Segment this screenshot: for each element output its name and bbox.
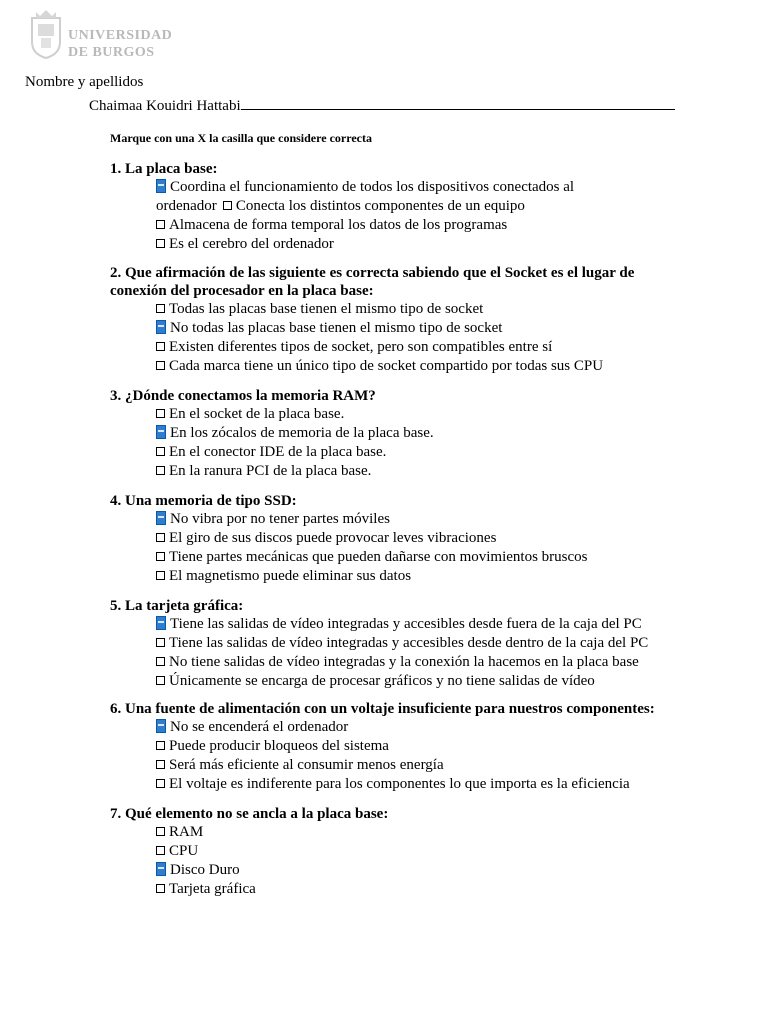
- university-crest-icon: [28, 8, 64, 60]
- option-2-2[interactable]: [156, 319, 690, 338]
- instructions: Marque con una X la casilla que considere correcta: [110, 131, 372, 145]
- question-title: 3. ¿Dónde conectamos la memoria RAM?: [110, 388, 376, 404]
- checkbox-checked[interactable]: [156, 719, 166, 733]
- option-text: Tarjeta gráfica: [169, 881, 256, 897]
- question-title: 6. Una fuente de alimentación con un voltaje insuficiente para nuestros componentes:: [110, 701, 655, 717]
- option-3-1[interactable]: [156, 405, 690, 424]
- option-text: En la ranura PCI de la placa base.: [169, 463, 372, 479]
- option-1-2[interactable]: [156, 197, 690, 216]
- question-title: conexión del procesador en la placa base:: [110, 283, 374, 299]
- option-7-4[interactable]: [156, 880, 690, 899]
- option-2-3[interactable]: [156, 338, 690, 357]
- checkbox[interactable]: [156, 884, 165, 893]
- option-4-2[interactable]: [156, 529, 690, 548]
- option-text: Será más eficiente al consumir menos energía: [169, 757, 444, 773]
- checkbox-checked[interactable]: [156, 425, 166, 439]
- option-5-4[interactable]: [156, 672, 690, 691]
- option-text: El giro de sus discos puede provocar leves vibraciones: [169, 530, 497, 546]
- option-text: CPU: [169, 843, 199, 859]
- checkbox[interactable]: [156, 466, 165, 475]
- checkbox[interactable]: [156, 638, 165, 647]
- option-text: Tiene las salidas de vídeo integradas y accesibles desde fuera de la caja del PC: [170, 616, 642, 632]
- option-text: Tiene partes mecánicas que pueden dañarse con movimientos bruscos: [169, 549, 588, 565]
- option-text: Existen diferentes tipos de socket, pero son compatibles entre sí: [169, 339, 553, 355]
- option-text: Es el cerebro del ordenador: [169, 236, 334, 252]
- option-text: RAM: [169, 824, 204, 840]
- name-label: Nombre y apellidos: [25, 74, 144, 90]
- option-7-2[interactable]: [156, 842, 690, 861]
- option-7-1[interactable]: [156, 823, 690, 842]
- option-text: No se encenderá el ordenador: [170, 719, 349, 735]
- checkbox[interactable]: [156, 304, 165, 313]
- option-1-3[interactable]: [156, 216, 690, 235]
- question-7: [110, 805, 690, 899]
- option-text: En el socket de la placa base.: [169, 406, 345, 422]
- option-1-1[interactable]: [156, 178, 690, 197]
- checkbox[interactable]: [156, 533, 165, 542]
- option-5-1[interactable]: [156, 615, 690, 634]
- option-text: Tiene las salidas de vídeo integradas y accesibles desde dentro de la caja del PC: [169, 635, 649, 651]
- option-text: En el conector IDE de la placa base.: [169, 444, 387, 460]
- option-6-3[interactable]: [156, 756, 690, 775]
- question-title: 5. La tarjeta gráfica:: [110, 598, 244, 614]
- question-6: [110, 700, 690, 794]
- checkbox[interactable]: [156, 447, 165, 456]
- option-text: Todas las placas base tienen el mismo tipo de socket: [169, 301, 484, 317]
- question-title: 1. La placa base:: [110, 161, 218, 177]
- option-4-1[interactable]: [156, 510, 690, 529]
- checkbox[interactable]: [156, 760, 165, 769]
- checkbox[interactable]: [156, 846, 165, 855]
- checkbox[interactable]: [156, 552, 165, 561]
- option-text: Cada marca tiene un único tipo de socket compartido por todas sus CPU: [169, 358, 604, 374]
- checkbox[interactable]: [156, 239, 165, 248]
- option-4-3[interactable]: [156, 548, 690, 567]
- option-text: Coordina el funcionamiento de todos los dispositivos conectados al: [170, 179, 575, 195]
- option-text: El voltaje es indiferente para los componentes lo que importa es la eficiencia: [169, 776, 630, 792]
- option-text: Conecta los distintos componentes de un equipo: [235, 198, 525, 214]
- logo-line-1: UNIVERSIDAD: [68, 28, 173, 43]
- question-title: 4. Una memoria de tipo SSD:: [110, 493, 297, 509]
- option-3-4[interactable]: [156, 462, 690, 481]
- checkbox[interactable]: [156, 220, 165, 229]
- name-field[interactable]: [89, 96, 675, 115]
- checkbox-checked[interactable]: [156, 320, 166, 334]
- question-title: 2. Que afirmación de las siguiente es correcta sabiendo que el Socket es el lugar de: [110, 265, 635, 281]
- name-underline: [241, 96, 675, 110]
- option-2-1[interactable]: [156, 300, 690, 319]
- checkbox[interactable]: [156, 676, 165, 685]
- question-4: [110, 492, 690, 586]
- question-title: 7. Qué elemento no se ancla a la placa base:: [110, 806, 389, 822]
- logo-line-2: DE BURGOS: [68, 45, 155, 60]
- checkbox-checked[interactable]: [156, 862, 166, 876]
- checkbox[interactable]: [156, 342, 165, 351]
- checkbox[interactable]: [156, 741, 165, 750]
- checkbox[interactable]: [156, 571, 165, 580]
- student-name: Chaimaa Kouidri Hattabi: [89, 98, 241, 114]
- question-2: [110, 264, 690, 376]
- option-4-4[interactable]: [156, 567, 690, 586]
- question-5: [110, 597, 690, 691]
- checkbox-checked[interactable]: [156, 511, 166, 525]
- question-3: [110, 387, 690, 481]
- question-1: [110, 160, 690, 254]
- checkbox[interactable]: [156, 779, 165, 788]
- checkbox[interactable]: [156, 657, 165, 666]
- option-3-2[interactable]: [156, 424, 690, 443]
- option-2-4[interactable]: [156, 357, 690, 376]
- option-text: En los zócalos de memoria de la placa base.: [170, 425, 434, 441]
- option-5-2[interactable]: [156, 634, 690, 653]
- option-5-3[interactable]: [156, 653, 690, 672]
- option-text: Disco Duro: [170, 862, 240, 878]
- option-text: No vibra por no tener partes móviles: [170, 511, 390, 527]
- option-7-3[interactable]: [156, 861, 690, 880]
- checkbox[interactable]: [156, 409, 165, 418]
- option-6-4[interactable]: [156, 775, 690, 794]
- checkbox-checked[interactable]: [156, 179, 166, 193]
- checkbox[interactable]: [156, 827, 165, 836]
- option-1-4[interactable]: [156, 235, 690, 254]
- option-text: El magnetismo puede eliminar sus datos: [169, 568, 412, 584]
- checkbox-checked[interactable]: [156, 616, 166, 630]
- option-text: Únicamente se encarga de procesar gráficos y no tiene salidas de vídeo: [169, 673, 595, 689]
- university-logo: [28, 8, 173, 64]
- checkbox[interactable]: [156, 361, 165, 370]
- option-text: ordenador: [156, 198, 217, 214]
- option-text: No todas las placas base tienen el mismo tipo de socket: [170, 320, 503, 336]
- option-3-3[interactable]: [156, 443, 690, 462]
- option-text: Puede producir bloqueos del sistema: [169, 738, 389, 754]
- option-text: No tiene salidas de vídeo integradas y la conexión la hacemos en la placa base: [169, 654, 639, 670]
- option-6-1[interactable]: [156, 718, 690, 737]
- option-text: Almacena de forma temporal los datos de los programas: [169, 217, 508, 233]
- checkbox[interactable]: [223, 201, 232, 210]
- option-6-2[interactable]: [156, 737, 690, 756]
